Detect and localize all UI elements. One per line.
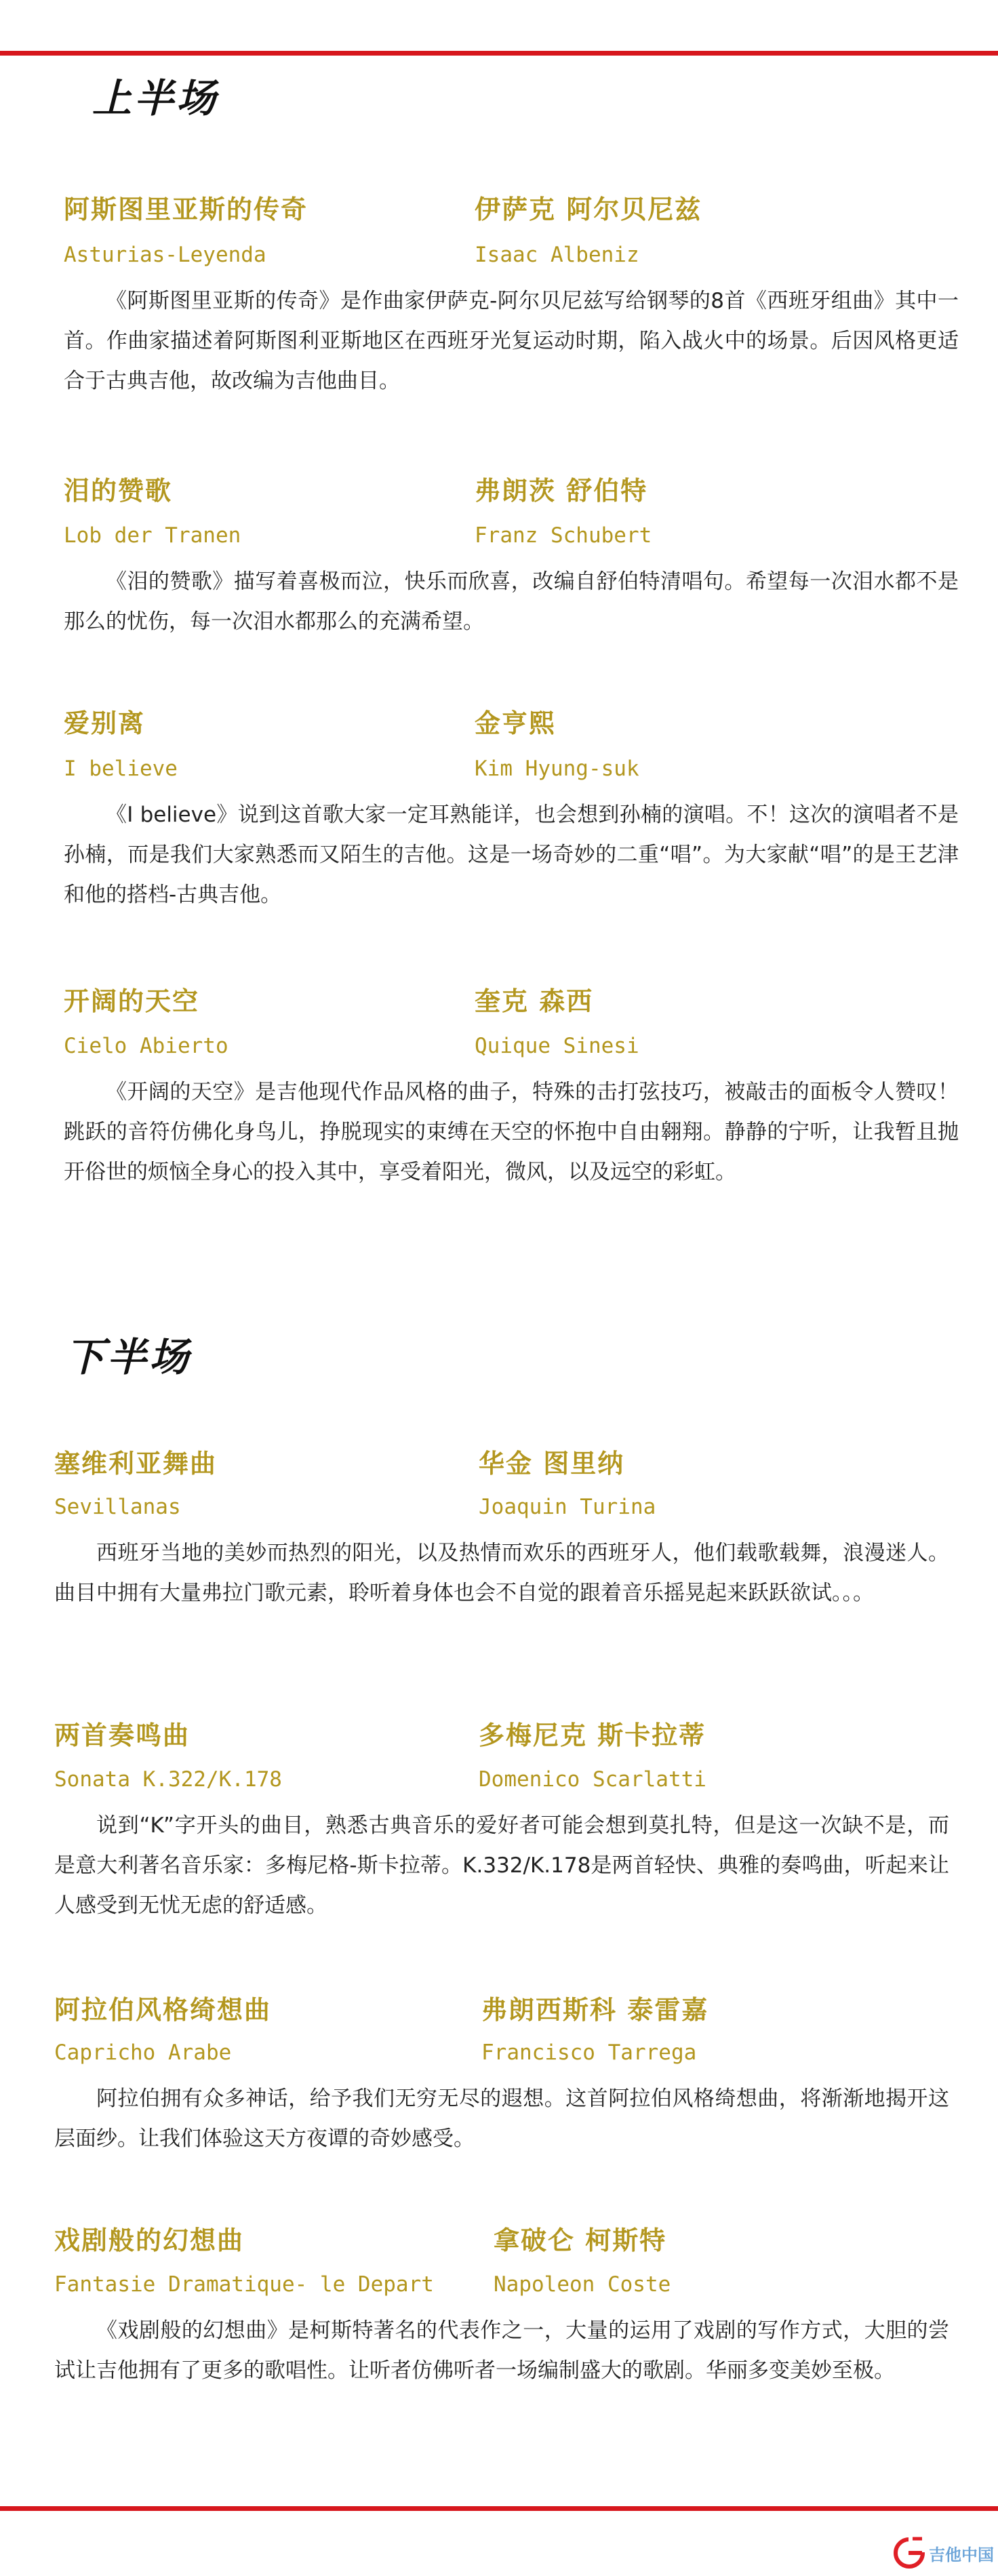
piece-title-cn: 塞维利亚舞曲 [54,1449,218,1478]
piece-title-cn: 开阔的天空 [64,986,200,1016]
piece-description: 《开阔的天空》是吉他现代作品风格的曲子，特殊的击打弦技巧，被敲击的面板令人赞叹！跳跃的音符仿佛化身鸟儿，挣脱现实的束缚在天空的怀抱中自由翱翔。静静的宁听，让我暂且抛开俗世的烦恼全身心的投入其中，享受着阳光，微风，以及远空的彩虹。 [64,1080,959,1184]
piece-title-en: I believe [64,757,178,781]
piece-description: 阿拉伯拥有众多神话，给予我们无穷无尽的遐想。这首阿拉伯风格绮想曲，将渐渐地揭开这层面纱。让我们体验这天方夜谭的奇妙感受。 [54,2087,949,2151]
composer-name-en: Francisco Tarrega [481,2040,697,2065]
piece-description: 说到“K”字开头的曲目，熟悉古典音乐的爱好者可能会想到莫扎特，但是这一次缺不是，而是意大利著名音乐家：多梅尼格-斯卡拉蒂。K.332/K.178是两首轻快、典雅的奏鸣曲，听起来让人感受到无忧无虑的舒适感。 [54,1813,949,1918]
watermark-logo [892,2533,994,2573]
composer-name-cn: 弗朗西斯科 泰雷嘉 [481,1995,709,2025]
composer-name-cn: 伊萨克 阿尔贝尼兹 [475,195,702,224]
piece-title-en: Cielo Abierto [64,1034,228,1058]
piece-title-en: Lob der Tranen [64,523,241,548]
first-half-heading: 上半场 [92,75,219,121]
piece-description: 《I believe》说到这首歌大家一定耳熟能详，也会想到孙楠的演唱。不！这次的演唱者不是孙楠，而是我们大家熟悉而又陌生的吉他。这是一场奇妙的二重“唱”。为大家献“唱”的是王艺津和他的搭档-古典吉他。 [64,803,959,907]
top-red-rule [0,51,998,56]
piece-title-en: Sonata K.322/K.178 [54,1767,282,1792]
piece-title-en: Asturias-Leyenda [64,243,266,267]
composer-name-en: Napoleon Coste [494,2272,671,2297]
composer-name-cn: 弗朗茨 舒伯特 [475,476,648,506]
composer-name-en: Domenico Scarlatti [479,1767,706,1792]
second-half-heading: 下半场 [65,1334,192,1380]
guitarchina-logo-icon [892,2536,926,2570]
watermark-brand: 吉他中国 [929,2545,994,2564]
piece-title-cn: 戏剧般的幻想曲 [54,2226,245,2255]
piece-description: 《戏剧般的幻想曲》是柯斯特著名的代表作之一，大量的运用了戏剧的写作方式，大胆的尝试让吉他拥有了更多的歌唱性。让听者仿佛听者一场编制盛大的歌剧。华丽多变美妙至极。 [54,2318,949,2383]
composer-name-cn: 金亨熙 [475,708,557,738]
piece-title-en: Capricho Arabe [54,2040,232,2065]
composer-name-cn: 奎克 森西 [475,986,594,1016]
composer-name-cn: 多梅尼克 斯卡拉蒂 [479,1720,706,1750]
piece-title-cn: 阿斯图里亚斯的传奇 [64,195,308,224]
piece-title-cn: 泪的赞歌 [64,476,173,506]
composer-name-en: Franz Schubert [475,523,652,548]
piece-title-en: Sevillanas [54,1495,181,1519]
piece-title-cn: 爱别离 [64,708,146,738]
composer-name-cn: 拿破仑 柯斯特 [494,2226,667,2255]
piece-title-en: Fantasie Dramatique- le Depart [54,2272,434,2297]
composer-name-en: Quique Sinesi [475,1034,639,1058]
piece-title-cn: 阿拉伯风格绮想曲 [54,1995,272,2025]
piece-description: 《阿斯图里亚斯的传奇》是作曲家伊萨克-阿尔贝尼兹写给钢琴的8首《西班牙组曲》其中一首。作曲家描述着阿斯图利亚斯地区在西班牙光复运动时期，陷入战火中的场景。后因风格更适合于古典吉他，故改编为吉他曲目。 [64,289,959,393]
composer-name-cn: 华金 图里纳 [479,1449,625,1478]
piece-title-cn: 两首奏鸣曲 [54,1720,191,1750]
piece-description: 《泪的赞歌》描写着喜极而泣，快乐而欣喜，改编自舒伯特清唱句。希望每一次泪水都不是那么的忧伤，每一次泪水都那么的充满希望。 [64,569,959,634]
composer-name-en: Joaquin Turina [479,1495,656,1519]
bottom-red-rule [0,2506,998,2511]
composer-name-en: Kim Hyung-suk [475,757,639,781]
composer-name-en: Isaac Albeniz [475,243,639,267]
piece-description: 西班牙当地的美妙而热烈的阳光，以及热情而欢乐的西班牙人，他们载歌载舞，浪漫迷人。曲目中拥有大量弗拉门歌元素，聆听着身体也会不自觉的跟着音乐摇晃起来跃跃欲试。。。 [54,1541,949,1605]
